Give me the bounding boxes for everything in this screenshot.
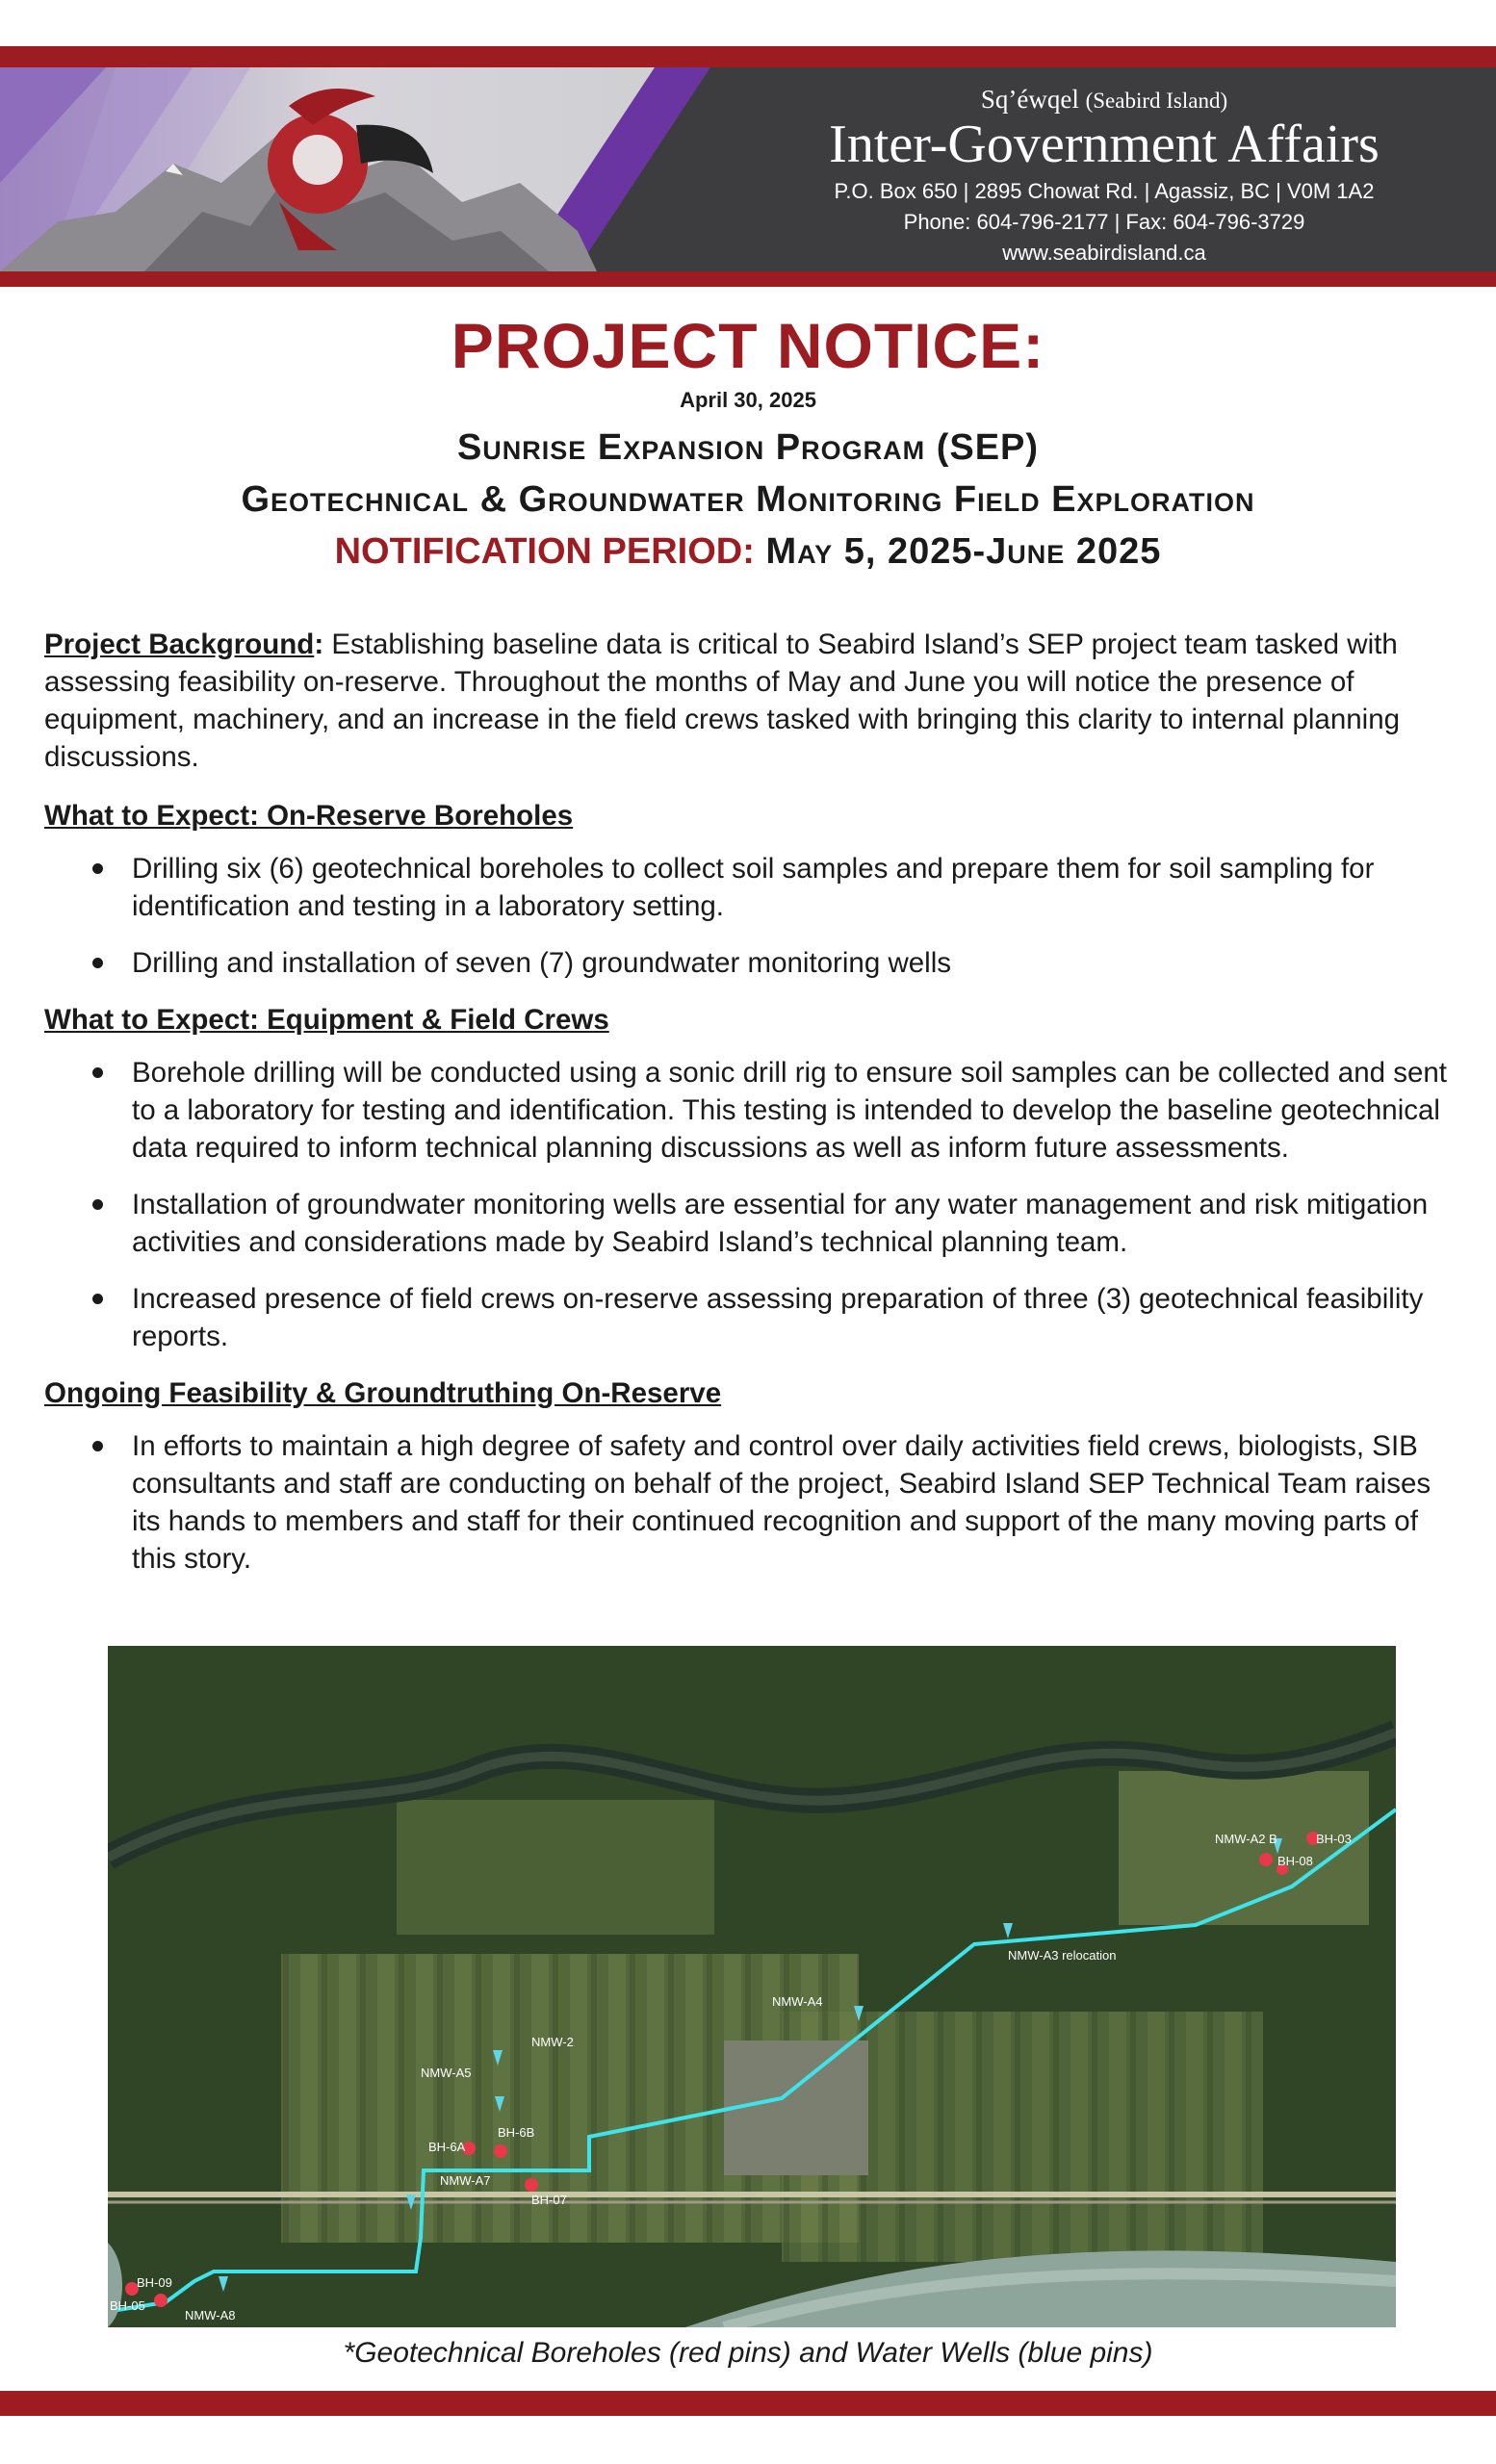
map-label: BH-07: [531, 2193, 567, 2207]
banner-text: [712, 67, 1496, 271]
list-item: Installation of groundwater monitoring wells are essential for any water management and risk mitigation activities and considerations made by Seabird Island’s technical planning team.: [44, 1186, 1457, 1261]
footer-stripe: [0, 2391, 1496, 2416]
list-item: In efforts to maintain a high degree of safety and control over daily activities field crews, biologists, SIB consultants and staff are conducting on behalf of the project, Seabird Island SEP Technical Team raises its hands to members and staff for their continued recognition and support of the many moving parts of this story.: [44, 1427, 1457, 1578]
map-label: NMW-A8: [185, 2308, 236, 2323]
program-name: Sunrise Expansion Program (SEP): [456, 427, 1040, 468]
header-banner: [0, 46, 1496, 289]
banner-top-stripe: [0, 46, 1496, 67]
notice-body: [44, 626, 1457, 1597]
feasibility-list: [44, 1427, 1457, 1578]
notification-period: [0, 531, 1496, 573]
notice-date: April 30, 2025: [680, 388, 816, 412]
map-label: NMW-A5: [421, 2066, 472, 2080]
map-label: BH-09: [137, 2275, 172, 2290]
map-label: BH-05: [110, 2298, 145, 2313]
org-phone-fax: Phone: 604-796-2177 | Fax: 604-796-3729: [903, 210, 1305, 234]
banner-body: [0, 67, 1496, 271]
org-address: P.O. Box 650 | 2895 Chowat Rd. | Agassiz, BC | V0M 1A2: [834, 179, 1375, 203]
nation-name: Sq’éwqel (Seabird Island): [980, 85, 1228, 114]
site-map: [108, 1646, 1396, 2327]
background-text: Establishing baseline data is critical to Seabird Island’s SEP project team tasked with assessing feasibility on-reserve. Throughout the months of May and June you will notice the presence of equipment, machinery, and an increase in the field crews tasked with bringing this clarity to internal planning discussions.: [44, 629, 1401, 773]
list-item: Drilling and installation of seven (7) groundwater monitoring wells: [44, 944, 1457, 982]
map-label: NMW-A4: [772, 1994, 823, 2009]
background-label: Project Background: [44, 629, 315, 660]
map-label: BH-03: [1316, 1832, 1352, 1846]
org-website[interactable]: www.seabirdisland.ca: [1002, 241, 1206, 265]
map-label: BH-6B: [498, 2125, 535, 2140]
period-label: NOTIFICATION PERIOD:: [334, 531, 755, 572]
list-item: Drilling six (6) geotechnical boreholes to collect soil samples and prepare them for soil sampling for identification and testing in a laboratory setting.: [44, 850, 1457, 925]
org-name: Inter-Government Affairs: [829, 115, 1380, 174]
project-background: Project Background: Establishing baseline data is critical to Seabird Island’s SEP project team tasked with assessing feasibility on-reserve. Throughout the months of May and June you will notice the presence of equipment, machinery, and an increase in the field crews tasked with bringing this clarity to internal planning discussions.: [44, 629, 1401, 773]
notice-title: PROJECT NOTICE:: [451, 310, 1045, 381]
map-label: NMW-A2 B: [1215, 1832, 1277, 1846]
list-item: Borehole drilling will be conducted using a sonic drill rig to ensure soil samples can be collected and sent to a laboratory for testing and identification. This testing is intended to develop the baseline geotechnical data required to inform technical planning discussions as well as inform future assessments.: [44, 1054, 1457, 1167]
period-value: May 5, 2025-June 2025: [765, 531, 1162, 572]
notice-subtitle: Geotechnical & Groundwater Monitoring Field Exploration: [241, 479, 1255, 520]
section-heading-feasibility: Ongoing Feasibility & Groundtruthing On-Reserve: [44, 1377, 722, 1409]
banner-bottom-stripe: [0, 271, 1496, 287]
boreholes-list: [44, 850, 1457, 982]
list-item: Increased presence of field crews on-reserve assessing preparation of three (3) geotechnical feasibility reports.: [44, 1280, 1457, 1355]
map-label: NMW-A7: [440, 2173, 491, 2188]
section-heading-equipment: What to Expect: Equipment & Field Crews: [44, 1004, 609, 1036]
banner-artwork: [0, 67, 732, 271]
section-heading-boreholes: What to Expect: On-Reserve Boreholes: [44, 800, 574, 832]
equipment-list: [44, 1054, 1457, 1355]
map-caption: *Geotechnical Boreholes (red pins) and Water Wells (blue pins): [343, 2337, 1153, 2369]
map-label: BH-6A: [428, 2140, 466, 2154]
map-label: NMW-2: [531, 2035, 574, 2049]
map-label: NMW-A3 relocation: [1008, 1948, 1117, 1963]
satellite-map-image: [108, 1646, 1396, 2327]
map-label: BH-08: [1277, 1854, 1313, 1868]
